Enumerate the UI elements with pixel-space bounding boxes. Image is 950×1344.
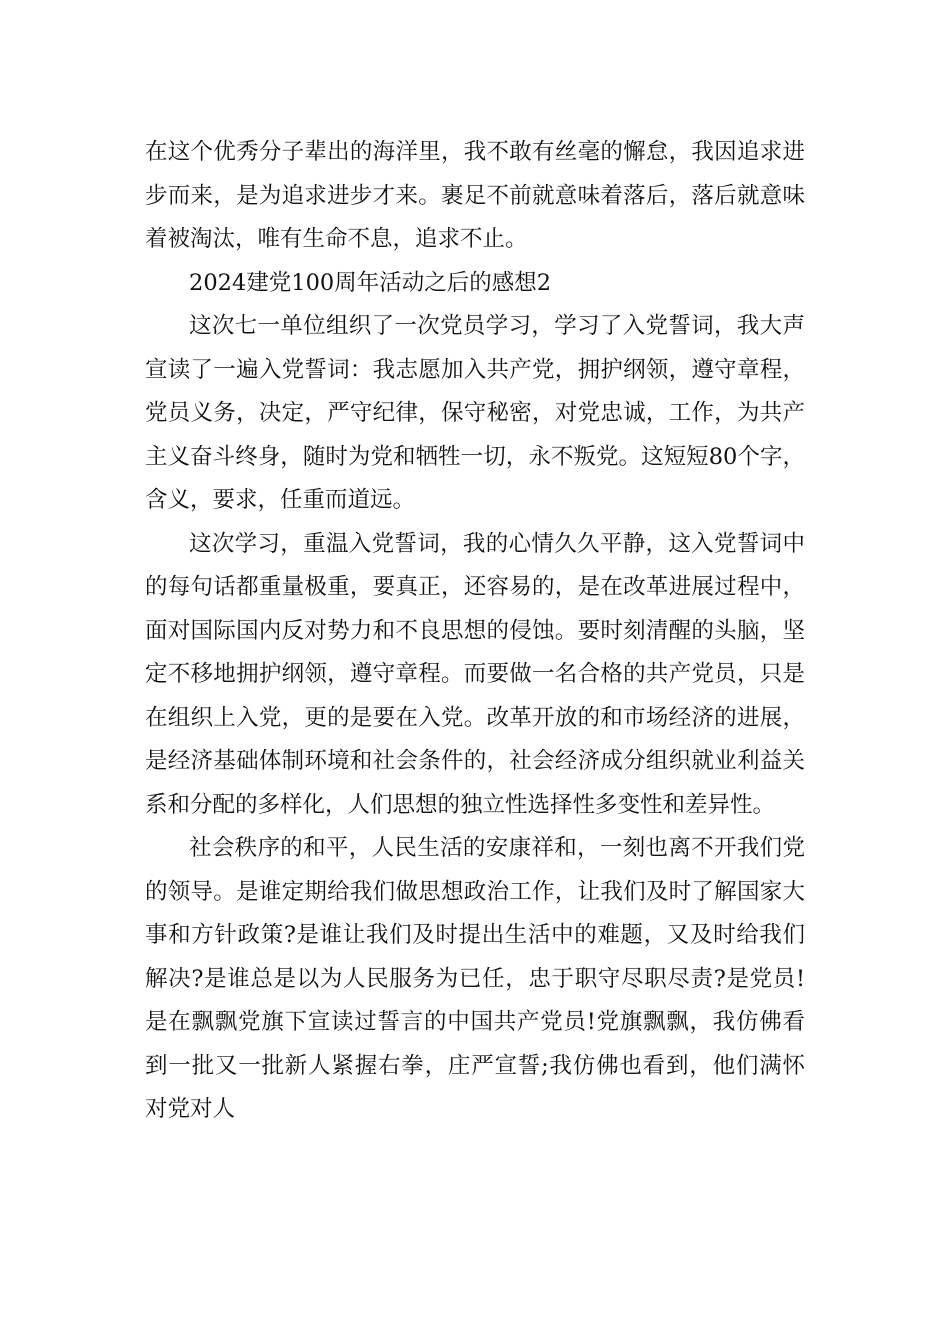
document-page [145,131,805,1132]
paragraph-continuation: 在这个优秀分子辈出的海洋里，我不敢有丝毫的懈怠，我因追求进步而来，是为追求进步才来。裹足不前就意味着落后，落后就意味着被淘汰，唯有生命不息，追求不止。 [145,139,805,252]
section-heading: 2024建党100周年活动之后的感想2 [189,269,552,296]
paragraph-reflection: 这次学习，重温入党誓词，我的心情久久平静，这入党誓词中的每句话都重量极重，要真正，还容易的，是在改革进展过程中，面对国际国内反对势力和不良思想的侵蚀。要时刻清醒的头脑，坚定不移地拥护纲领，遵守章程。而要做一名合格的共产党员，只是在组织上入党，更的是要在入党。改革开放的和市场经济的进展，是经济基础体制环境和社会条件的，社会经济成分组织就业利益关系和分配的多样化，人们思想的独立性选择性多变性和差异性。 [145,530,805,818]
paragraph-leadership: 社会秩序的和平，人民生活的安康祥和，一刻也离不开我们党的领导。是谁定期给我们做思想政治工作，让我们及时了解国家大事和方针政策?是谁让我们及时提出生活中的难题，又及时给我们解决?是谁总是以为人民服务为已任，忠于职守尽职尽责?是党员!是在飘飘党旗下宣读过誓言的中国共产党员!党旗飘飘，我仿佛看到一批又一批新人紧握右拳，庄严宣誓;我仿佛也看到，他们满怀对党对人 [145,835,805,1122]
paragraph-oath: 这次七一单位组织了一次党员学习，学习了入党誓词，我大声宣读了一遍入党誓词：我志愿加入共产党，拥护纲领，遵守章程，党员义务，决定，严守纪律，保守秘密，对党忠诚，工作，为共产主义奋斗终身，随时为党和牺牲一切，永不叛党。这短短80个字，含义，要求，任重而道远。 [145,313,805,513]
